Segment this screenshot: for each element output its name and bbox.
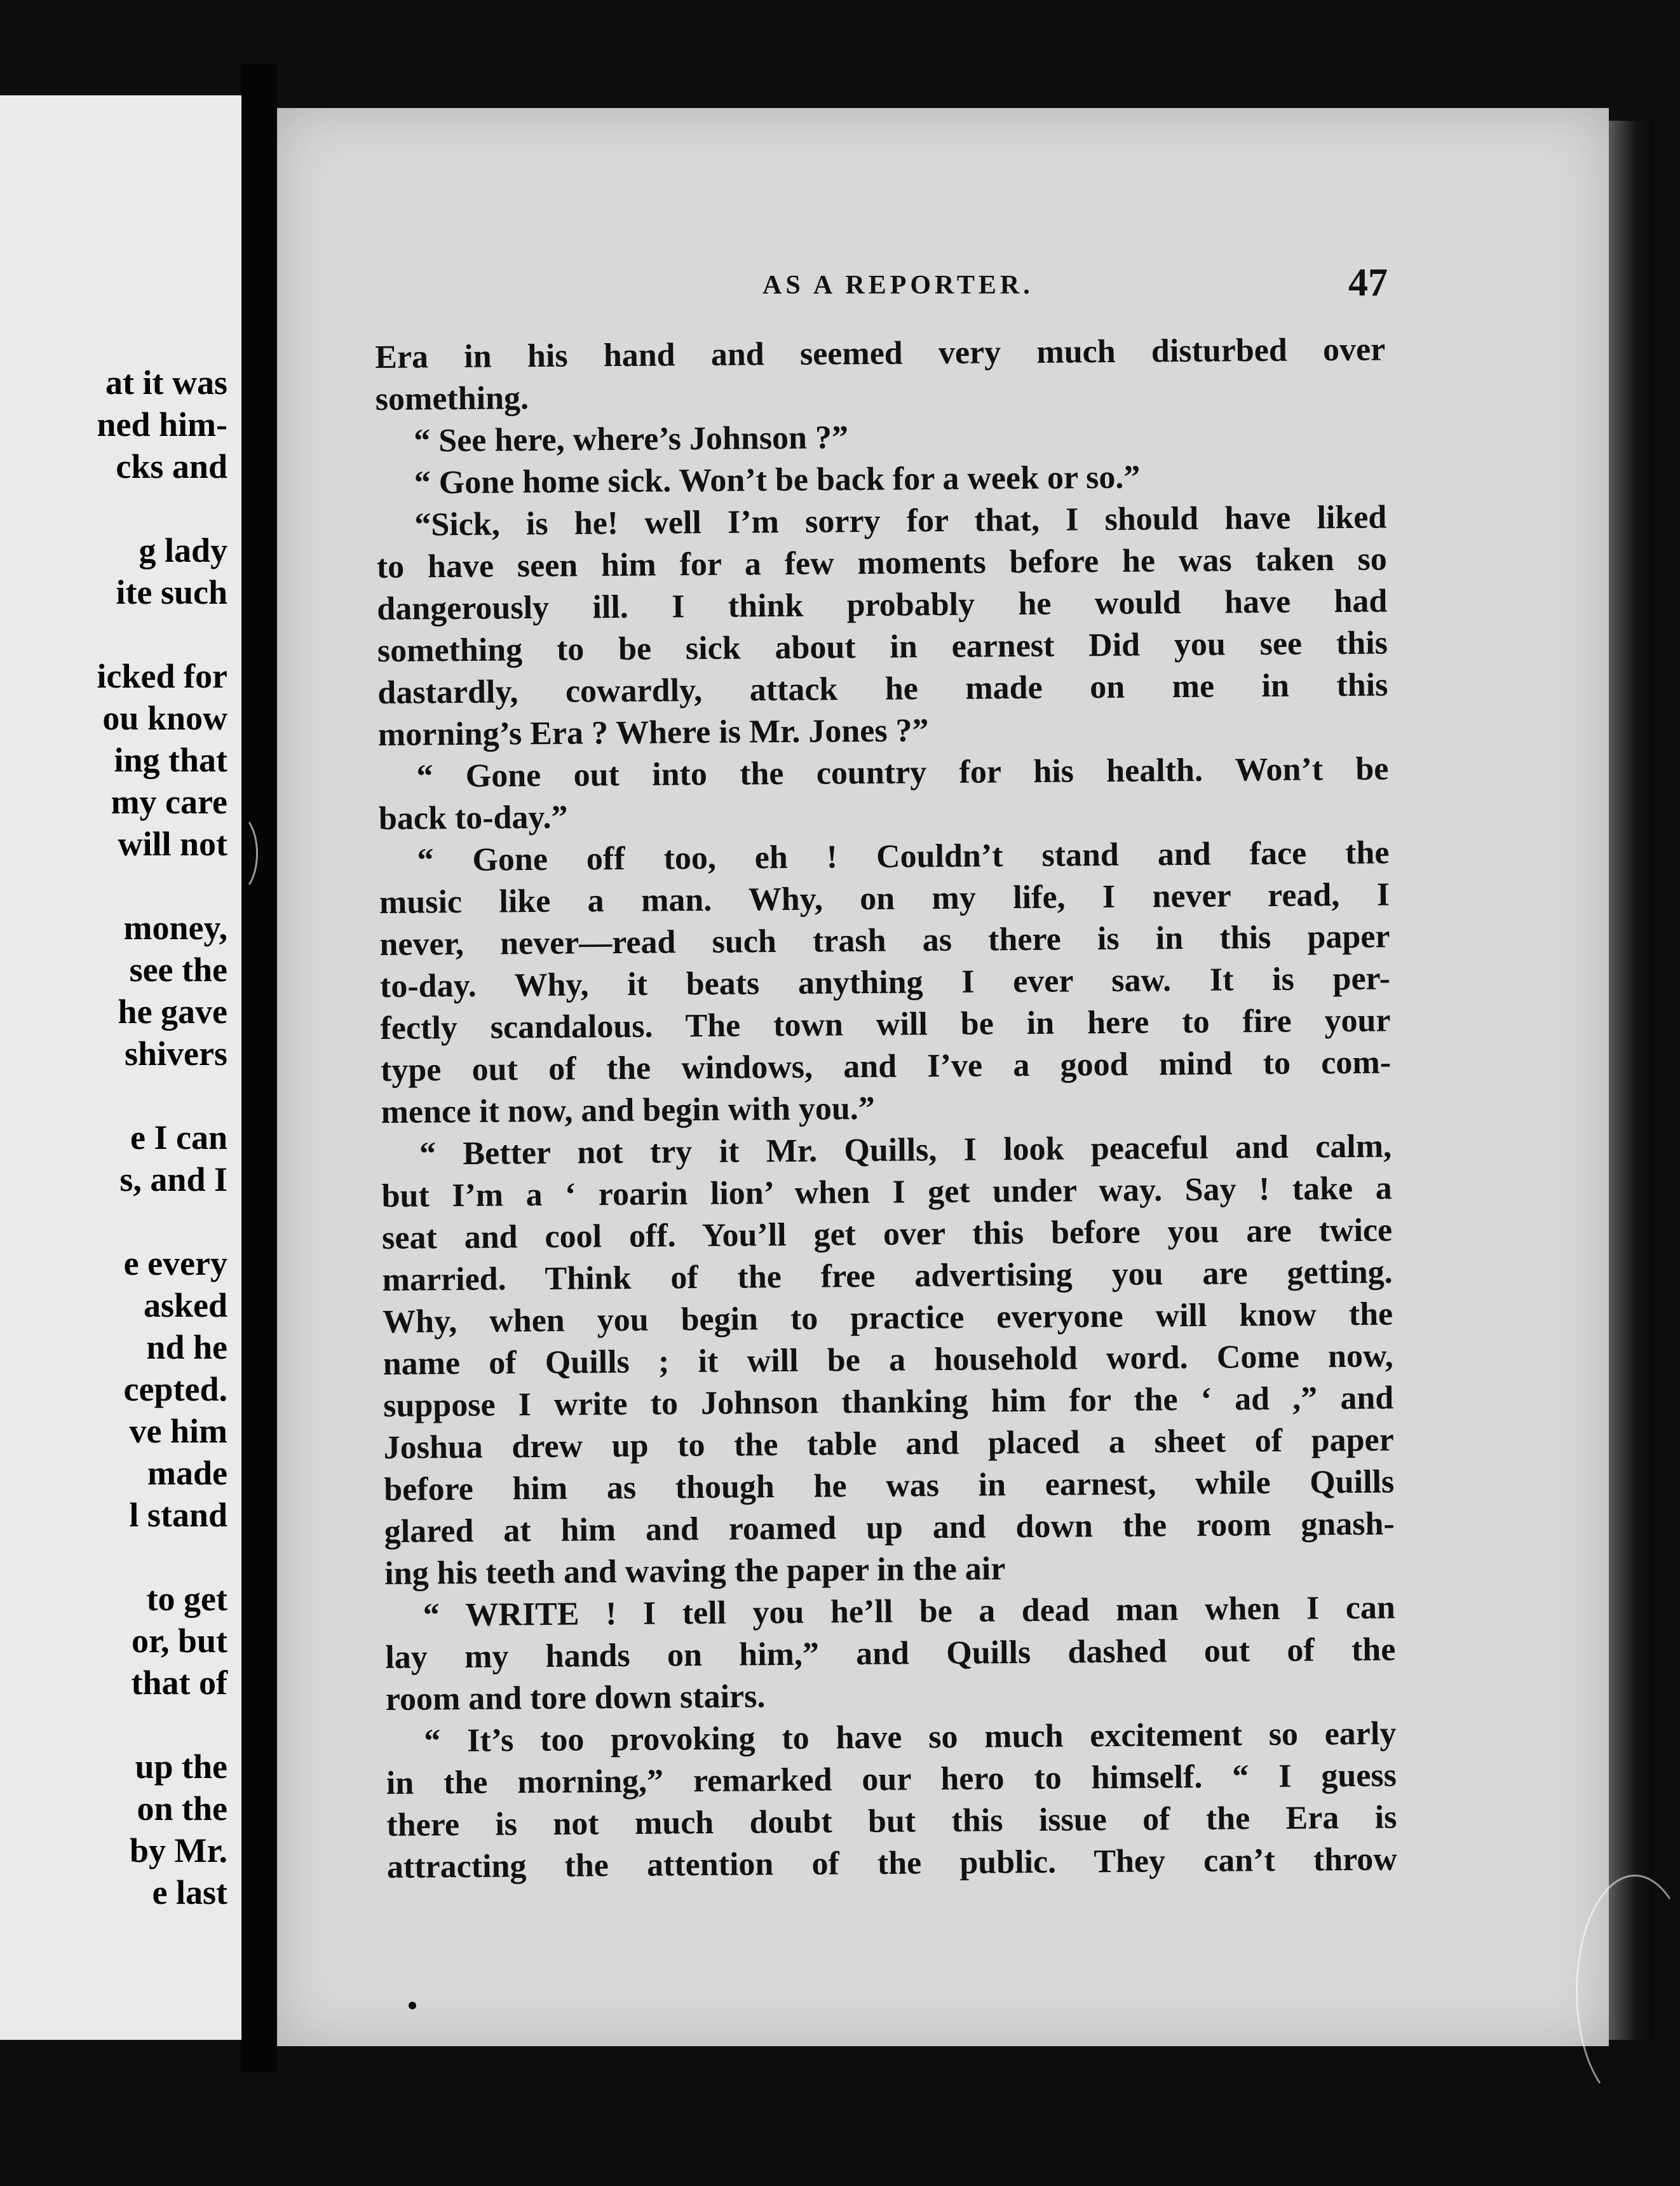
text-line: “Sick, is he! well I’m sorry for that, I should have liked bbox=[414, 499, 1387, 543]
scan-scratch-mark bbox=[216, 813, 258, 893]
left-page-line: shivers bbox=[125, 1035, 227, 1073]
text-line: something. bbox=[375, 380, 529, 418]
text-line: “ Gone out into the country for his health. Won’t be bbox=[416, 750, 1389, 795]
left-page-line: or, but bbox=[131, 1622, 227, 1660]
running-head: AS A REPORTER. bbox=[762, 271, 1034, 300]
text-line: before him as though he was in earnest, while Quills bbox=[384, 1463, 1395, 1508]
left-page-line: s, and I bbox=[119, 1160, 227, 1198]
book-gutter bbox=[241, 64, 277, 2072]
text-line: there is not much doubt but this issue of the Era is bbox=[386, 1799, 1397, 1843]
text-line: attracting the attention of the public. They can’t throw bbox=[386, 1841, 1398, 1885]
text-line: dastardly, cowardly, attack he made on me in this bbox=[377, 667, 1388, 711]
left-page-line: ou know bbox=[102, 699, 227, 737]
text-line: dangerously ill. I think probably he would have had bbox=[377, 583, 1388, 627]
left-page-line: to get bbox=[146, 1580, 227, 1618]
left-page-line: that of bbox=[131, 1664, 227, 1702]
left-page-line: by Mr. bbox=[129, 1831, 227, 1870]
left-page-line: cepted. bbox=[123, 1370, 227, 1408]
left-page-line: g lady bbox=[139, 531, 227, 569]
left-page-line: cks and bbox=[116, 447, 227, 485]
ink-speck bbox=[409, 2002, 416, 2009]
text-line: type out of the windows, and I’ve a good mind to com- bbox=[380, 1044, 1392, 1089]
left-page-line: my care bbox=[111, 783, 227, 821]
left-page-line: up the bbox=[135, 1748, 227, 1786]
page-edge-shadow bbox=[1609, 121, 1653, 2040]
left-page-line: e last bbox=[152, 1873, 227, 1911]
text-line: in the morning,” remarked our hero to himself. “ I guess bbox=[386, 1757, 1397, 1802]
text-line: lay my hands on him,” and Quills dashed out of the bbox=[385, 1631, 1396, 1676]
left-page-line: see the bbox=[129, 951, 227, 989]
left-page-line: asked bbox=[143, 1286, 227, 1324]
left-page-line: e I can bbox=[130, 1118, 227, 1157]
text-line: name of Quills ; it will be a household word. Come now, bbox=[383, 1338, 1393, 1382]
left-page-line: he gave bbox=[118, 993, 227, 1031]
text-line: “ See here, where’s Johnson ?” bbox=[414, 419, 849, 459]
text-line: glared at him and roamed up and down the room gnash- bbox=[384, 1505, 1395, 1550]
text-line: Era in his hand and seemed very much disturbed over bbox=[375, 331, 1386, 376]
text-line: never, never—read such trash as there is in this paper bbox=[379, 918, 1390, 963]
left-page-line: ned him- bbox=[97, 405, 227, 444]
text-line: mence it now, and begin with you.” bbox=[381, 1090, 876, 1130]
left-page-line: icked for bbox=[97, 657, 227, 695]
text-line: to have seen him for a few moments before he was taken so bbox=[376, 541, 1388, 585]
text-line: back to-day.” bbox=[378, 799, 568, 837]
text-line: “ Gone off too, eh ! Couldn’t stand and face the bbox=[417, 834, 1390, 879]
text-line: seat and cool off. You’ll get over this before you are twice bbox=[381, 1212, 1393, 1256]
page-body-text bbox=[375, 329, 1397, 1889]
left-page-line: e every bbox=[123, 1244, 227, 1282]
text-line: room and tore down stairs. bbox=[385, 1678, 766, 1718]
text-line: Why, when you begin to practice everyone will know the bbox=[382, 1296, 1393, 1340]
text-line: something to be sick about in earnest Did you see this bbox=[377, 625, 1388, 669]
text-line: “ Gone home sick. Won’t be back for a week or so.” bbox=[414, 459, 1141, 501]
left-page-line: at it was bbox=[105, 363, 227, 402]
previous-page-fragment bbox=[0, 95, 241, 2040]
text-line: fectly scandalous. The town will be in here to fire your bbox=[380, 1002, 1391, 1047]
text-line: “ Better not try it Mr. Quills, I look peaceful and calm, bbox=[419, 1128, 1392, 1172]
text-line: music like a man. Why, on my life, I never read, I bbox=[379, 876, 1390, 921]
left-page-line: will not bbox=[118, 825, 227, 863]
text-line: ing his teeth and waving the paper in the air bbox=[384, 1551, 1006, 1592]
left-page-line: ing that bbox=[114, 741, 227, 779]
left-page-line: ve him bbox=[129, 1412, 227, 1450]
left-page-line: l stand bbox=[129, 1496, 227, 1534]
left-page-line: on the bbox=[137, 1789, 227, 1828]
left-page-line: ite such bbox=[116, 573, 227, 611]
text-line: married. Think of the free advertising you are getting. bbox=[382, 1254, 1393, 1298]
text-line: but I’m a ‘ roarin lion’ when I get under way. Say ! take a bbox=[381, 1170, 1392, 1214]
text-line: suppose I write to Johnson thanking him for the ‘ ad ,” and bbox=[383, 1380, 1394, 1424]
left-page-line: made bbox=[147, 1454, 227, 1492]
text-line: Joshua drew up to the table and placed a sheet of paper bbox=[383, 1422, 1394, 1466]
left-page-line: nd he bbox=[146, 1328, 227, 1366]
text-line: morning’s Era ? Where is Mr. Jones ?” bbox=[377, 712, 929, 753]
text-line: to-day. Why, it beats anything I ever saw. It is per- bbox=[379, 960, 1391, 1005]
text-line: “ WRITE ! I tell you he’ll be a dead man when I can bbox=[423, 1589, 1395, 1634]
page-number: 47 bbox=[1348, 261, 1388, 304]
left-page-line: money, bbox=[123, 909, 227, 947]
text-line: “ It’s too provoking to have so much excitement so early bbox=[424, 1715, 1397, 1760]
